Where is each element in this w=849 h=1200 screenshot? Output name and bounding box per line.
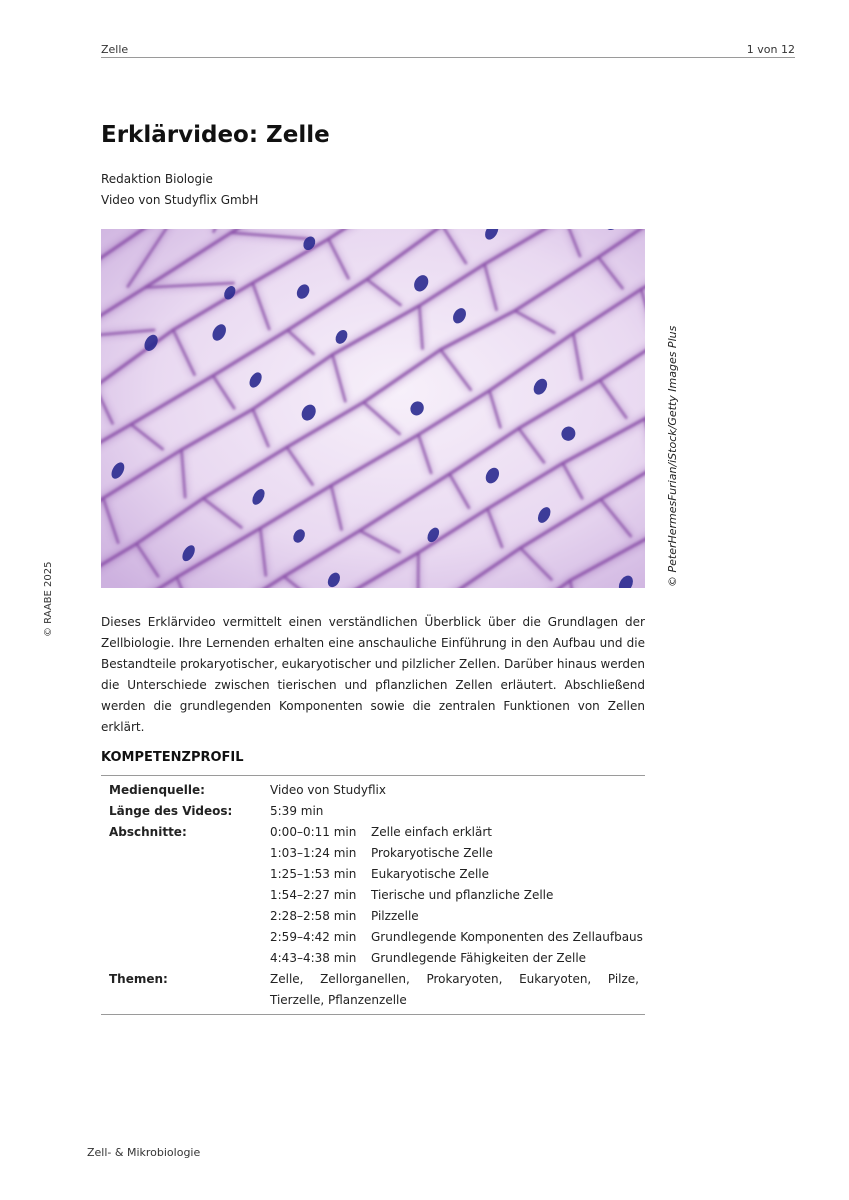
source-value: Video von Studyflix [270, 783, 386, 797]
themes-label: Themen: [109, 972, 168, 986]
section-title: Pilzzelle [371, 909, 419, 923]
section-time: 1:25–1:53 min [270, 867, 357, 881]
source-label: Medienquelle: [109, 783, 205, 797]
profile-row-section [101, 885, 645, 906]
section-time: 4:43–4:38 min [270, 951, 357, 965]
section-title: Grundlegende Fähigkeiten der Zelle [371, 951, 587, 965]
profile-row-source [101, 780, 645, 801]
length-value: 5:39 min [270, 804, 324, 818]
competence-profile-table [101, 775, 645, 1015]
page-number: 1 von 12 [746, 43, 795, 56]
video-source-line: Video von Studyflix GmbH [101, 193, 259, 207]
section-time: 1:54–2:27 min [270, 888, 357, 902]
page-header [101, 43, 795, 58]
profile-row-section [101, 864, 645, 885]
section-time: 2:59–4:42 min [270, 930, 357, 944]
section-title: Tierische und pflanzliche Zelle [371, 888, 554, 902]
section-title: Prokaryotische Zelle [371, 846, 493, 860]
header-chapter: Zelle [101, 43, 129, 56]
document-title: Erklärvideo: Zelle [101, 122, 330, 148]
profile-row-section [101, 948, 645, 969]
profile-row-section [101, 822, 645, 843]
section-time: 2:28–2:58 min [270, 909, 357, 923]
editor-line: Redaktion Biologie [101, 172, 213, 186]
sections-label: Abschnitte: [109, 825, 187, 839]
section-title: Grundlegende Komponenten des Zellaufbaus [371, 930, 643, 944]
section-time: 0:00–0:11 min [270, 825, 357, 839]
profile-row-length [101, 801, 645, 822]
copyright-note: © RAABE 2025 [43, 561, 54, 637]
image-credit: © PeterHermesFurian/iStock/Getty Images Plus [666, 325, 679, 587]
profile-row-section [101, 843, 645, 864]
profile-row-section [101, 927, 645, 948]
competence-profile-heading: KOMPETENZPROFIL [101, 750, 244, 765]
onion-cells-illustration [101, 229, 645, 588]
profile-row-themes [101, 969, 645, 1011]
section-title: Zelle einfach erklärt [371, 825, 492, 839]
profile-row-section [101, 906, 645, 927]
length-label: Länge des Videos: [109, 804, 233, 818]
page-footer: Zell- & Mikrobiologie [87, 1146, 201, 1159]
intro-paragraph: Dieses Erklärvideo vermittelt einen verständlichen Überblick über die Grundlagen der Zellbiologie. Ihre Lernenden erhalten eine anschauliche Einführung in den Aufbau und die Bestandteile prokaryotischer, eukaryotischer und pilzlicher Zellen. Darüber hinaus werden die Unterschiede zwischen tierischen und pflanzlichen Zellen erläutert. Abschließend werden die grundlegenden Komponenten sowie die zentralen Funktionen von Zellen erklärt. [101, 615, 645, 734]
section-time: 1:03–1:24 min [270, 846, 357, 860]
cell-micrograph-image [101, 229, 645, 588]
themes-value: Zelle, Zellorganellen, Prokaryoten, Eukaryoten, Pilze, Tierzelle, Pflanzenzelle [270, 972, 639, 1007]
section-title: Eukaryotische Zelle [371, 867, 490, 881]
